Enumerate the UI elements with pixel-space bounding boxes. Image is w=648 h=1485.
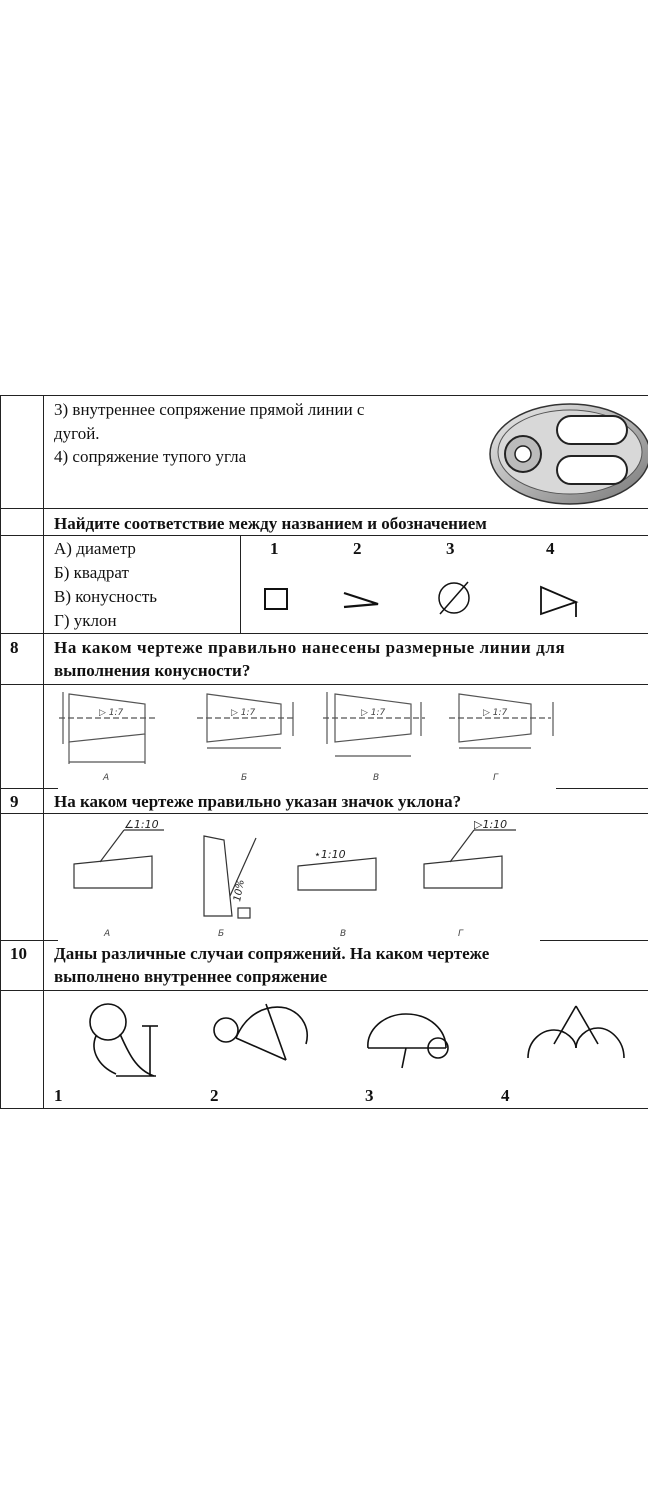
- q9-mark-b: 10%: [232, 878, 247, 903]
- question-10-text: Даны различные случаи сопряжений. На каком чертеже: [54, 944, 490, 963]
- q8-mark-b: ▷ 1:7: [231, 708, 256, 718]
- q10-figure-1: [90, 1004, 158, 1076]
- q8-label-d: Г: [493, 773, 499, 783]
- row-divider: [0, 684, 648, 685]
- q10-label-3: 3: [365, 1086, 374, 1105]
- table-left-border: [0, 395, 1, 1108]
- square-icon: [264, 588, 290, 612]
- match-col-3: 3: [446, 539, 455, 558]
- q9-label-a: А: [104, 929, 111, 939]
- q8-mark-a: ▷ 1:7: [99, 708, 124, 718]
- q8-label-c: В: [373, 773, 380, 783]
- match-name-b: Б) квадрат: [54, 563, 129, 582]
- option-3-text: 3) внутреннее сопряжение прямой линии с: [54, 400, 365, 419]
- question-8-text-cont: выполнения конусности?: [54, 661, 251, 680]
- q8-figure-c: [323, 692, 425, 756]
- q10-figures: [50, 994, 640, 1084]
- row-divider: [540, 940, 648, 941]
- question-8-text: На каком чертеже правильно нанесены размерные линии для: [54, 638, 566, 657]
- match-name-d: Г) уклон: [54, 611, 117, 630]
- slope-icon: [340, 588, 382, 612]
- row-divider: [0, 633, 648, 634]
- match-col-1: 1: [270, 539, 279, 558]
- q8-figure-b: [197, 694, 293, 748]
- q9-label-c: В: [340, 929, 347, 939]
- q10-figure-3: [368, 1014, 448, 1068]
- row-divider: [0, 813, 648, 814]
- question-9-number: 9: [10, 792, 19, 811]
- q8-figures: [55, 686, 575, 786]
- q10-label-2: 2: [210, 1086, 219, 1105]
- q9-mark-d: ▷1:10: [474, 818, 508, 831]
- q8-mark-d: ▷ 1:7: [483, 708, 508, 718]
- match-col-2: 2: [353, 539, 362, 558]
- match-col-4: 4: [546, 539, 555, 558]
- q9-label-d: Г: [458, 929, 464, 939]
- q9-mark-c: ⋆1:10: [314, 848, 346, 861]
- q8-label-b: Б: [241, 773, 248, 783]
- q10-figure-2: [214, 1004, 307, 1060]
- table-bottom-border: [0, 1108, 648, 1109]
- question-10-number: 10: [10, 944, 27, 963]
- row-divider: [0, 940, 58, 941]
- option-3-text-cont: дугой.: [54, 424, 100, 443]
- question-10-text-cont: выполнено внутреннее сопряжение: [54, 967, 328, 986]
- part-illustration: [485, 398, 648, 506]
- match-question-title: Найдите соответствие между названием и обозначением: [54, 514, 487, 533]
- match-name-c: В) конусность: [54, 587, 158, 606]
- q10-label-1: 1: [54, 1086, 63, 1105]
- diameter-icon: [434, 578, 474, 618]
- row-divider: [556, 788, 648, 789]
- q8-figure-d: [449, 694, 553, 748]
- match-column-divider: [240, 535, 241, 633]
- q9-label-b: Б: [218, 929, 225, 939]
- cone-icon: [538, 584, 582, 620]
- q8-figure-a: [59, 692, 155, 764]
- row-divider: [0, 535, 648, 536]
- option-4-text: 4) сопряжение тупого угла: [54, 447, 247, 466]
- q10-figure-4: [528, 1006, 624, 1058]
- table-top-border: [0, 395, 648, 396]
- row-divider: [0, 788, 58, 789]
- q8-label-a: А: [103, 773, 110, 783]
- row-divider: [0, 508, 648, 509]
- q9-mark-a: ∠1:10: [124, 818, 159, 831]
- q9-figures: [60, 816, 530, 940]
- q10-label-4: 4: [501, 1086, 510, 1105]
- match-name-a: А) диаметр: [54, 539, 136, 558]
- question-8-number: 8: [10, 638, 19, 657]
- column-divider: [43, 395, 44, 1108]
- question-9-text: На каком чертеже правильно указан значок уклона?: [54, 792, 462, 811]
- q8-mark-c: ▷ 1:7: [361, 708, 386, 718]
- row-divider: [0, 990, 648, 991]
